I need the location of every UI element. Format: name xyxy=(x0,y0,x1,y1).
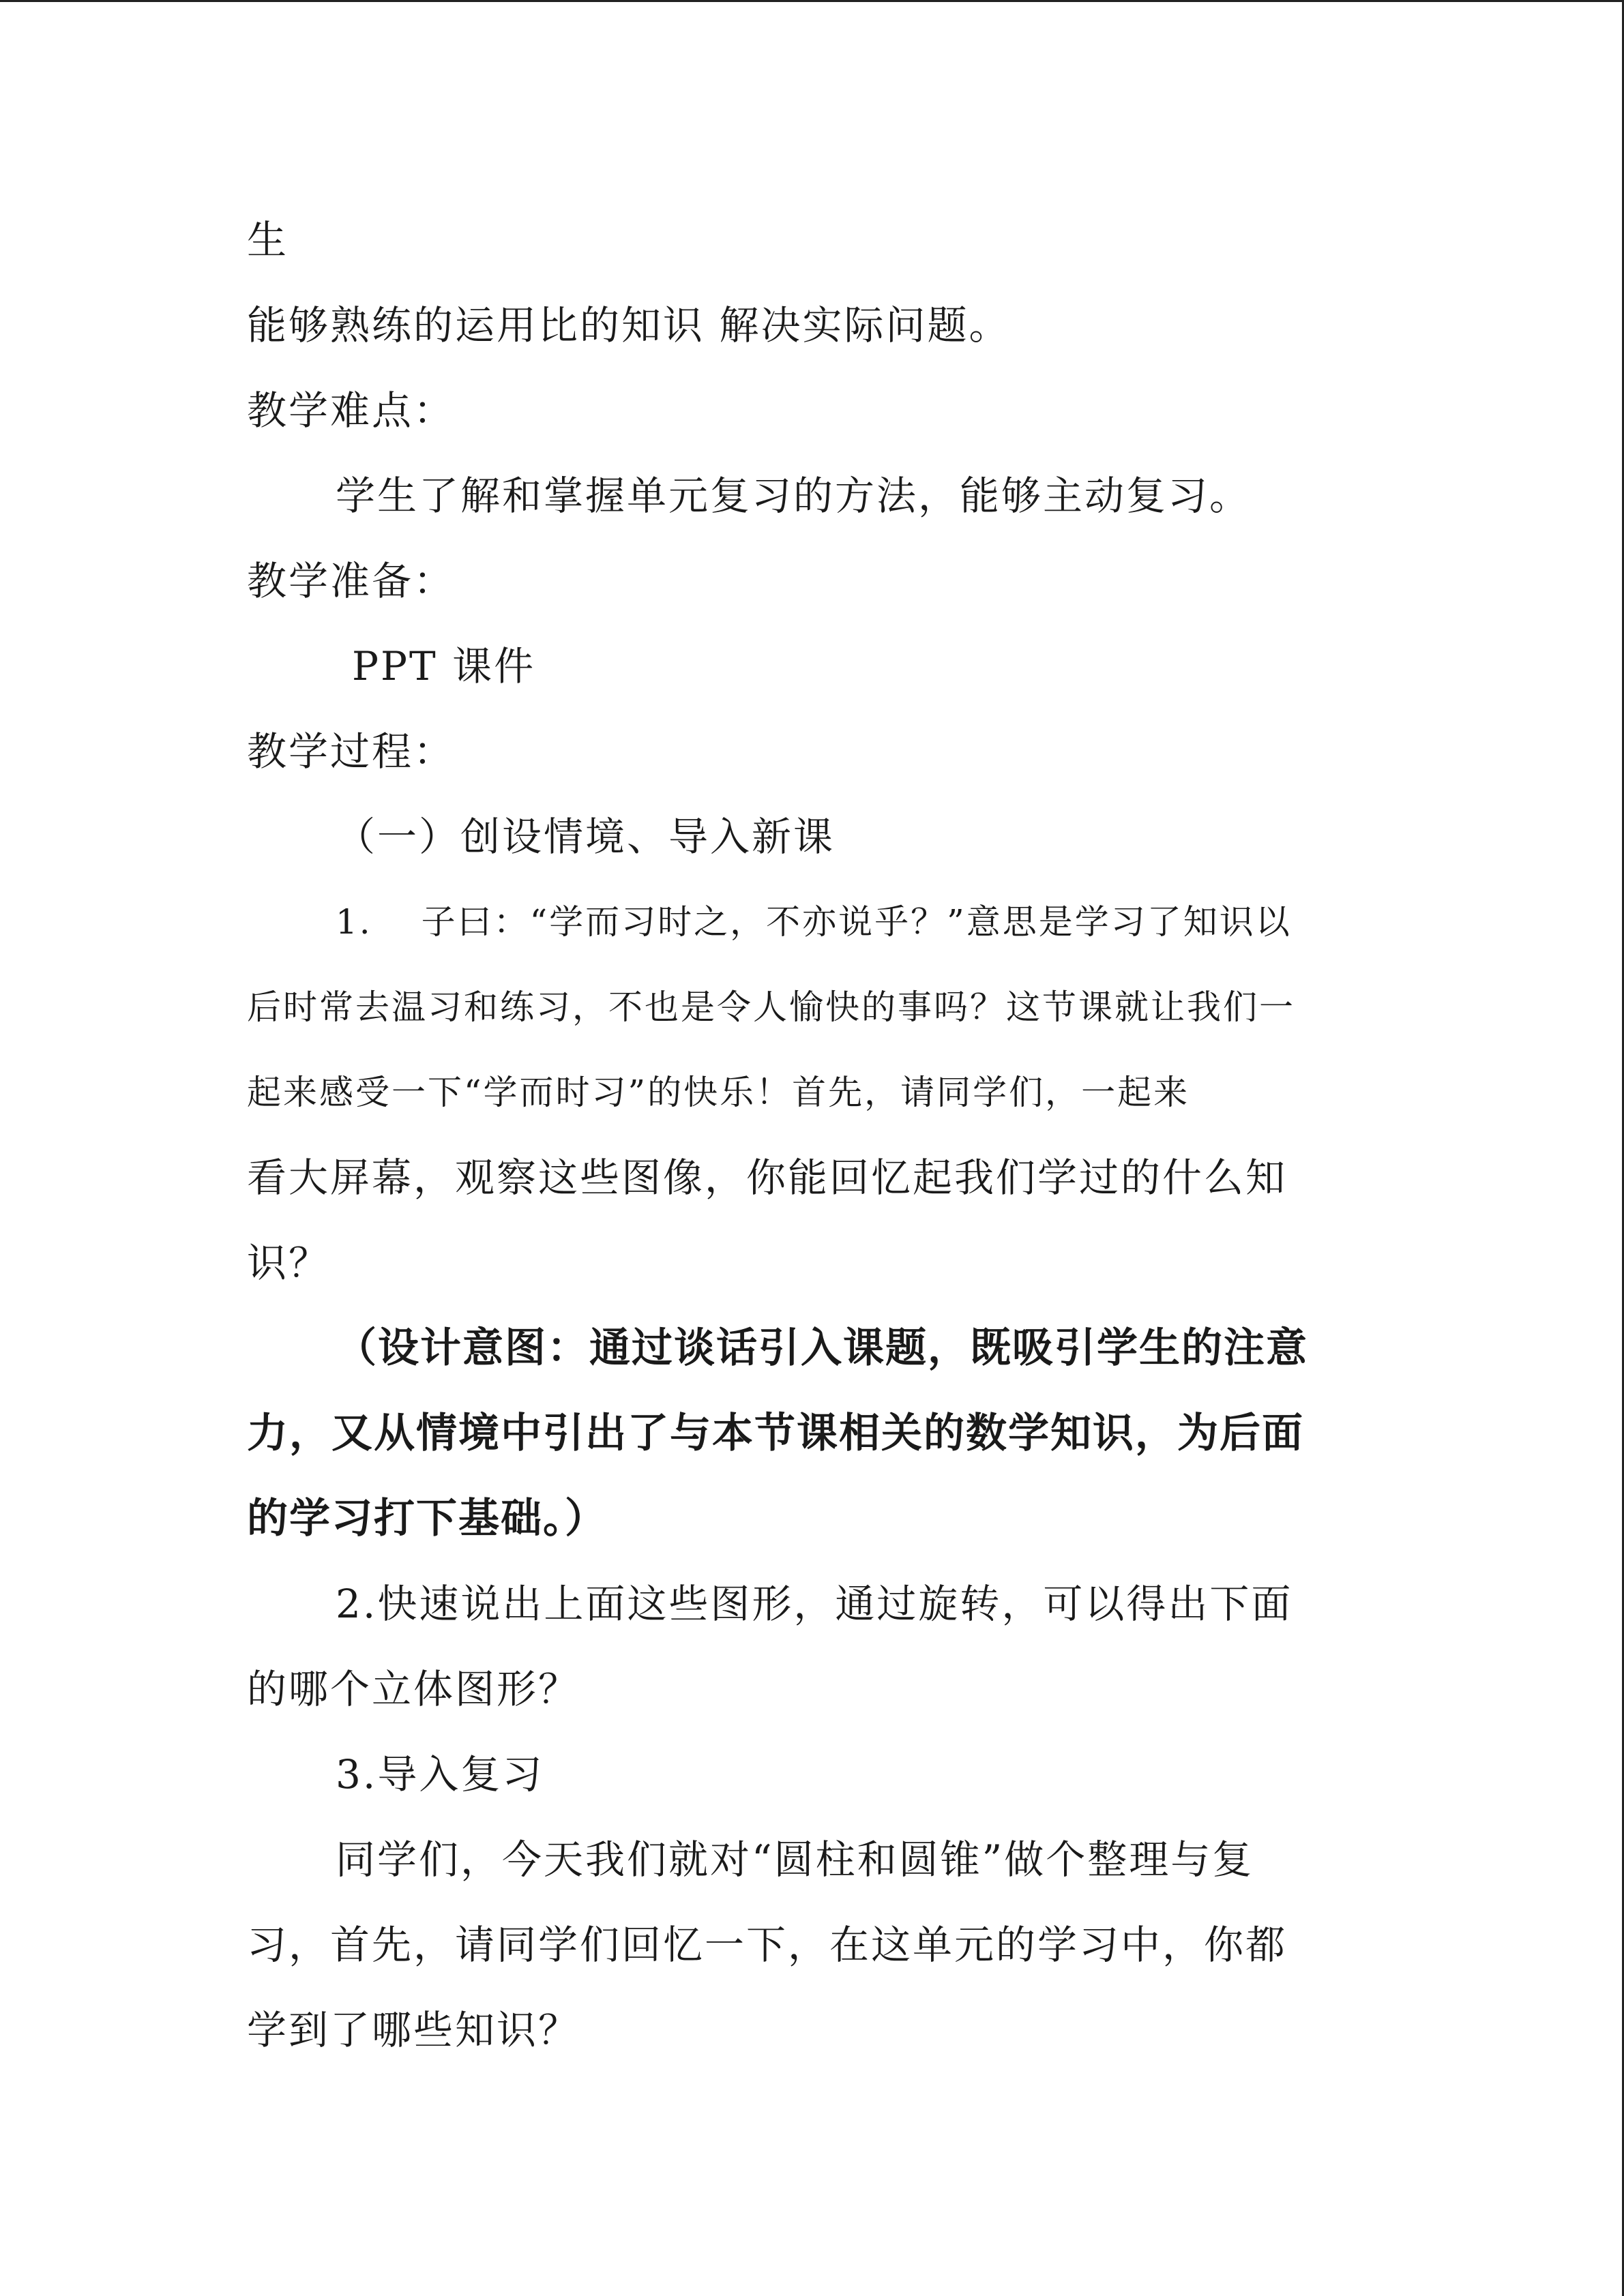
text-line: 的哪个立体图形？ xyxy=(247,1666,580,1712)
text-line: 后时常去温习和练习，不也是令人愉快的事吗？这节课就让我们一 xyxy=(247,987,1295,1027)
heading-teaching-preparation: 教学准备： xyxy=(247,558,456,604)
text-line: 1. 子曰：“学而习时之，不亦说乎？”意思是学习了知识以 xyxy=(336,902,1292,942)
text-line: 3.导入复习 xyxy=(336,1751,544,1798)
text-line: 2.快速说出上面这些图形，通过旋转，可以得出下面 xyxy=(336,1581,1293,1627)
design-intent-line: 力，又从情境中引出了与本节课相关的数学知识，为后面 xyxy=(247,1410,1304,1457)
text-line: 识？ xyxy=(247,1240,331,1286)
text-line: PPT 课件 xyxy=(352,643,536,689)
text-line: 生 xyxy=(247,217,289,263)
design-intent-line: 的学习打下基础。） xyxy=(247,1495,607,1542)
text-line: 学生了解和掌握单元复习的方法，能够主动复习。 xyxy=(336,473,1252,519)
heading-teaching-difficulty: 教学难点： xyxy=(247,387,456,434)
text-line: 学到了哪些知识？ xyxy=(247,2007,580,2053)
heading-teaching-process: 教学过程： xyxy=(247,728,456,775)
text-line: 看大屏幕，观察这些图像，你能回忆起我们学过的什么知 xyxy=(247,1154,1288,1201)
text-line: 起来感受一下“学而时习”的快乐！首先，请同学们，一起来 xyxy=(247,1073,1190,1112)
text-line: 能够熟练的运用比的知识 解决实际问题。 xyxy=(247,302,1011,348)
text-line: 同学们，今天我们就对“圆柱和圆锥”做个整理与复 xyxy=(336,1836,1254,1883)
design-intent-line: （设计意图：通过谈话引入课题，既吸引学生的注意 xyxy=(336,1324,1308,1372)
section-heading: （一）创设情境、导入新课 xyxy=(336,814,836,860)
text-line: 习，首先，请同学们回忆一下，在这单元的学习中，你都 xyxy=(247,1922,1288,1968)
